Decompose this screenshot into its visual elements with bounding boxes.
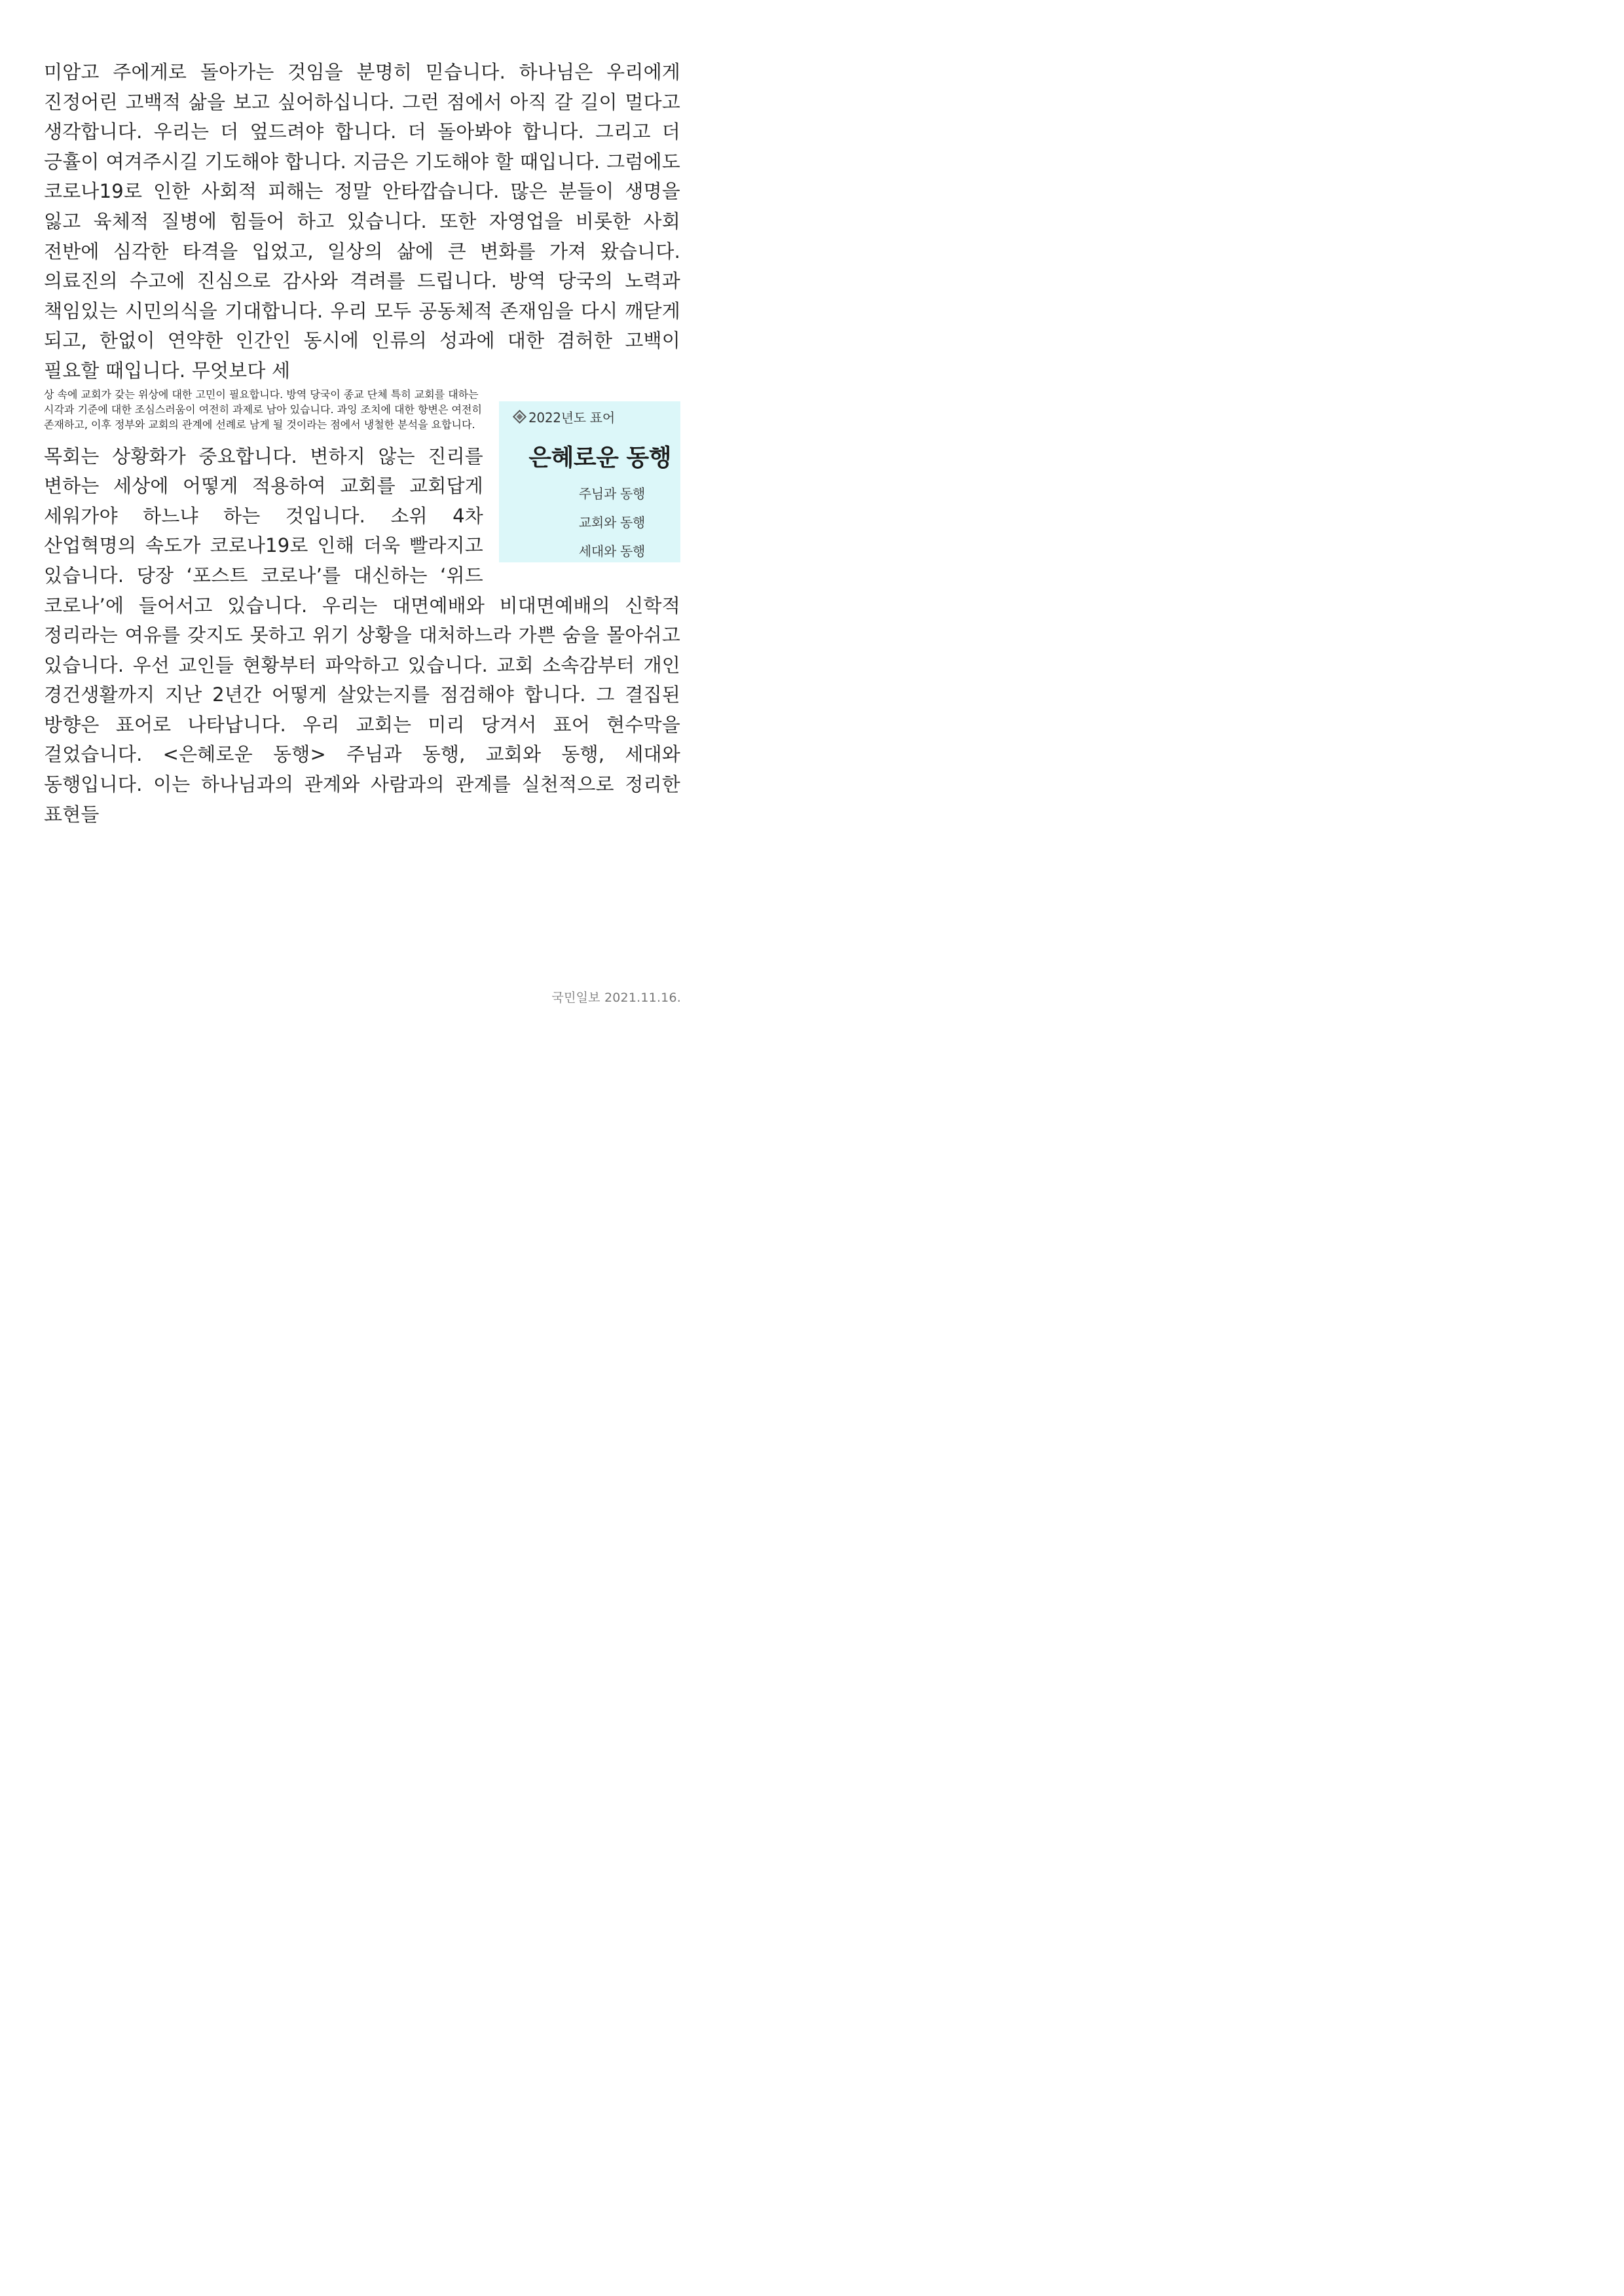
diamond-bullet-icon	[513, 410, 526, 424]
motto-box	[499, 401, 680, 562]
motto-item: 교회와 동행	[578, 514, 646, 530]
source-citation: 국민일보 2021.11.16.	[551, 991, 681, 1005]
paragraph-1-tail-text: 상 속에 교회가 갖는 위상에 대한 고민이 필요합니다. 방역 당국이 종교 단체 특히 교회를 대하는 시각과 기준에 대한 조심스러움이 여전히 과제로 남아 있습니다. 과잉 조치에 대한 항변은 여전히 존재하고, 이후 정부와 교회의 관계에 선례로 남게 될 것이라는 점에서 냉철한 분석을 요합니다.	[44, 388, 482, 431]
article-body	[44, 58, 680, 829]
paragraph-1	[44, 58, 680, 386]
motto-item: 주님과 동행	[578, 485, 646, 501]
motto-item: 세대와 동행	[578, 543, 646, 559]
motto-items	[513, 479, 671, 566]
motto-header	[513, 408, 671, 426]
motto-year-label: 2022년도 표어	[528, 410, 615, 426]
paragraph-1-lead-text: 미암고 주에게로 돌아가는 것임을 분명히 믿습니다. 하나님은 우리에게 진정어린 고백적 삶을 보고 싶어하십니다. 그런 점에서 아직 갈 길이 멀다고 생각합니다. 우리는 더 엎드려야 합니다. 더 돌아봐야 합니다. 그리고 더 긍휼이 여겨주시길 기도해야 합니다. 지금은 기도해야 할 때입니다. 그럼에도 코로나19로 인한 사회적 피해는 정말 안타깝습니다. 많은 분들이 생명을 잃고 육체적 질병에 힘들어 하고 있습니다. 또한 자영업을 비롯한 사회 전반에 심각한 타격을 입었고, 일상의 삶에 큰 변화를 가져 왔습니다. 의료진의 수고에 진심으로 감사와 격려를 드립니다. 방역 당국의 노력과 책임있는 시민의식을 기대합니다. 우리 모두 공동체적 존재임을 다시 깨닫게 되고, 한없이 연약한 인간인 동시에 인류의 성과에 대한 겸허한 고백이 필요할 때입니다. 무엇보다 세	[44, 61, 680, 382]
motto-title: 은혜로운 동행	[528, 444, 671, 471]
paragraph-2: 목회는 상황화가 중요합니다. 변하지 않는 진리를 변하는 세상에 어떻게 적용하여 교회를 교회답게 세워가야 하느냐 하는 것입니다. 소위 4차 산업혁명의 속도가 코로나19로 인해 더욱 빨라지고 있습니다. 당장 ‘포스트 코로나’를 대신하는 ‘위드 코로나’에 들어서고 있습니다. 우리는 대면예배와 비대면예배의 신학적 정리라는 여유를 갖지도 못하고 위기 상황을 대처하느라 가쁜 숨을 몰아쉬고 있습니다. 우선 교인들 현황부터 파악하고 있습니다. 교회 소속감부터 개인 경건생활까지 지난 2년간 어떻게 살았는지를 점검해야 합니다. 그 결집된 방향은 표어로 나타납니다. 우리 교회는 미리 당겨서 표어 현수막을 걸었습니다. <은혜로운 동행> 주님과 동행, 교회와 동행, 세대와 동행입니다. 이는 하나님과의 관계와 사람과의 관계를 실천적으로 정리한 표현들	[44, 445, 680, 826]
